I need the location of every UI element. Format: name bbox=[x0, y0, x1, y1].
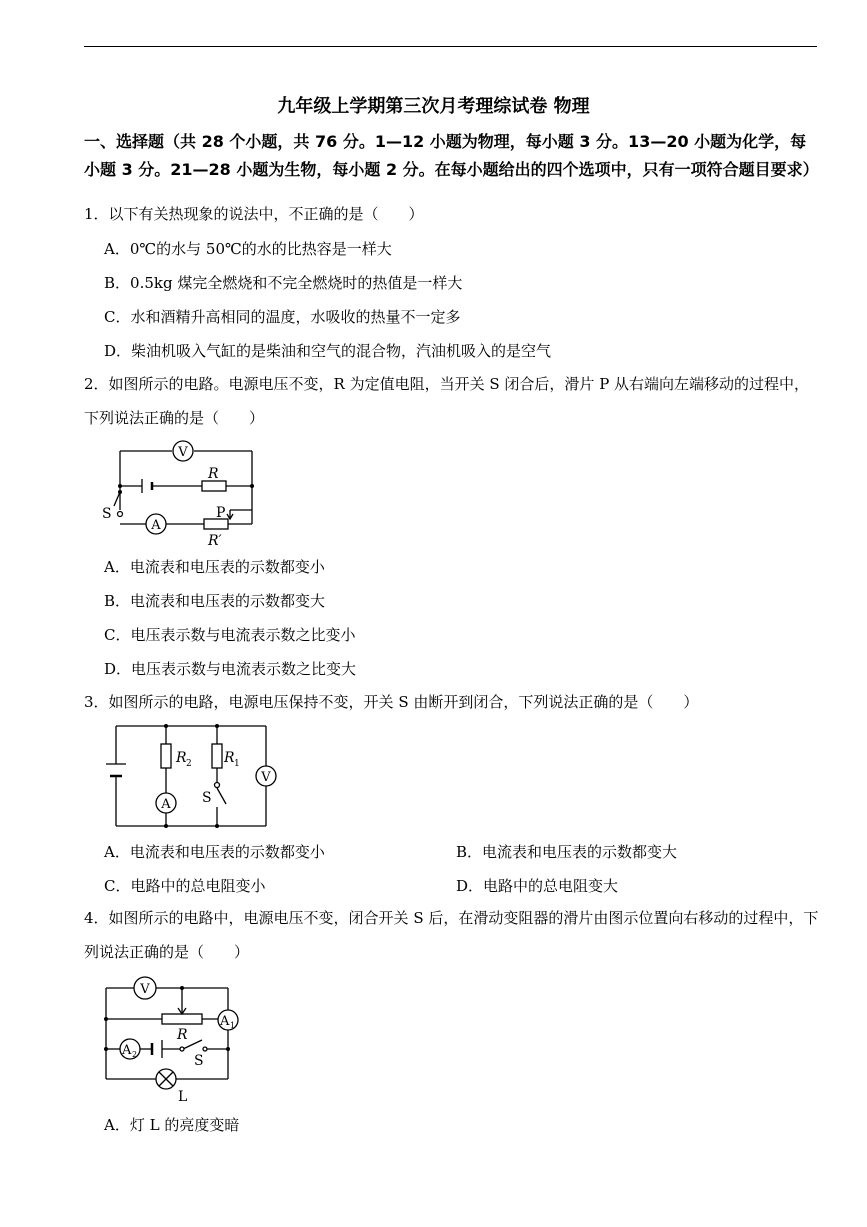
question-1-option-c: C．水和酒精升高相同的温度，水吸收的热量不一定多 bbox=[104, 308, 461, 326]
diagram-label-a1-sub: 1 bbox=[230, 1021, 236, 1030]
question-4-stem: 4．如图所示的电路中，电源电压不变，闭合开关 S 后，在滑动变阻器的滑片由图示位置向右移动的过程中，下列说法正确的是（ ） bbox=[84, 909, 819, 961]
diagram-label-r: R bbox=[177, 1027, 188, 1043]
question-2-option-b: B．电流表和电压表的示数都变大 bbox=[104, 592, 326, 610]
diagram-label-r: R bbox=[208, 466, 219, 482]
question-3-option-a: A．电流表和电压表的示数都变小 bbox=[104, 843, 325, 861]
diagram-label-v: V bbox=[178, 445, 188, 460]
diagram-label-s: S bbox=[202, 790, 212, 806]
diagram-label-r2-sub: 2 bbox=[186, 759, 192, 769]
diagram-label-a2-sub: 2 bbox=[132, 1050, 138, 1059]
diagram-label-a2: A bbox=[122, 1043, 132, 1058]
question-4-circuit-diagram bbox=[100, 973, 250, 1105]
header-rule bbox=[84, 46, 817, 47]
diagram-label-s: S bbox=[102, 506, 112, 522]
question-1-option-d: D．柴油机吸入气缸的是柴油和空气的混合物，汽油机吸入的是空气 bbox=[104, 342, 552, 360]
question-2-option-c: C．电压表示数与电流表示数之比变小 bbox=[104, 626, 356, 644]
question-3-option-c: C．电路中的总电阻变小 bbox=[104, 877, 266, 895]
question-4-option-a: A．灯 L 的亮度变暗 bbox=[104, 1116, 240, 1134]
section-heading: 一、选择题（共 28 个小题，共 76 分。1—12 小题为物理，每小题 3 分。13—20 小题为化学，每小题 3 分。21—28 小题为生物，每小题 2 分。在每小题给出的四个选项中，只有一项符合题目要求） bbox=[84, 132, 819, 179]
question-3-circuit-diagram bbox=[100, 720, 285, 832]
diagram-label-r2: R bbox=[176, 750, 187, 766]
diagram-label-a: A bbox=[151, 518, 161, 533]
diagram-label-r-prime: R′ bbox=[208, 533, 222, 549]
diagram-label-a: A bbox=[161, 797, 171, 812]
question-3-stem: 3．如图所示的电路，电源电压保持不变，开关 S 由断开到闭合，下列说法正确的是（ ） bbox=[84, 693, 699, 711]
question-2-option-a: A．电流表和电压表的示数都变小 bbox=[104, 558, 325, 576]
diagram-label-v: V bbox=[140, 982, 150, 997]
diagram-label-r1-sub: 1 bbox=[234, 759, 240, 769]
question-3-option-b: B．电流表和电压表的示数都变大 bbox=[456, 843, 678, 861]
question-1-option-a: A．0℃的水与 50℃的水的比热容是一样大 bbox=[104, 240, 392, 258]
question-2-stem: 2．如图所示的电路。电源电压不变，R 为定值电阻，当开关 S 闭合后，滑片 P 从右端向左端移动的过程中，下列说法正确的是（ ） bbox=[84, 375, 810, 427]
diagram-label-a1: A bbox=[220, 1014, 230, 1029]
page-title: 九年级上学期第三次月考理综试卷 物理 bbox=[277, 96, 590, 117]
diagram-label-v: V bbox=[261, 770, 271, 785]
question-2-circuit-diagram bbox=[100, 436, 270, 548]
question-2-option-d: D．电压表示数与电流表示数之比变大 bbox=[104, 660, 357, 678]
question-1-option-b: B．0.5kg 煤完全燃烧和不完全燃烧时的热值是一样大 bbox=[104, 274, 463, 292]
diagram-label-l: L bbox=[178, 1089, 188, 1105]
diagram-label-r1: R bbox=[224, 750, 235, 766]
question-1-stem: 1．以下有关热现象的说法中，不正确的是（ ） bbox=[84, 205, 424, 223]
question-3-option-d: D．电路中的总电阻变大 bbox=[456, 877, 619, 895]
diagram-label-p: P bbox=[216, 505, 226, 521]
diagram-label-s: S bbox=[194, 1053, 204, 1069]
